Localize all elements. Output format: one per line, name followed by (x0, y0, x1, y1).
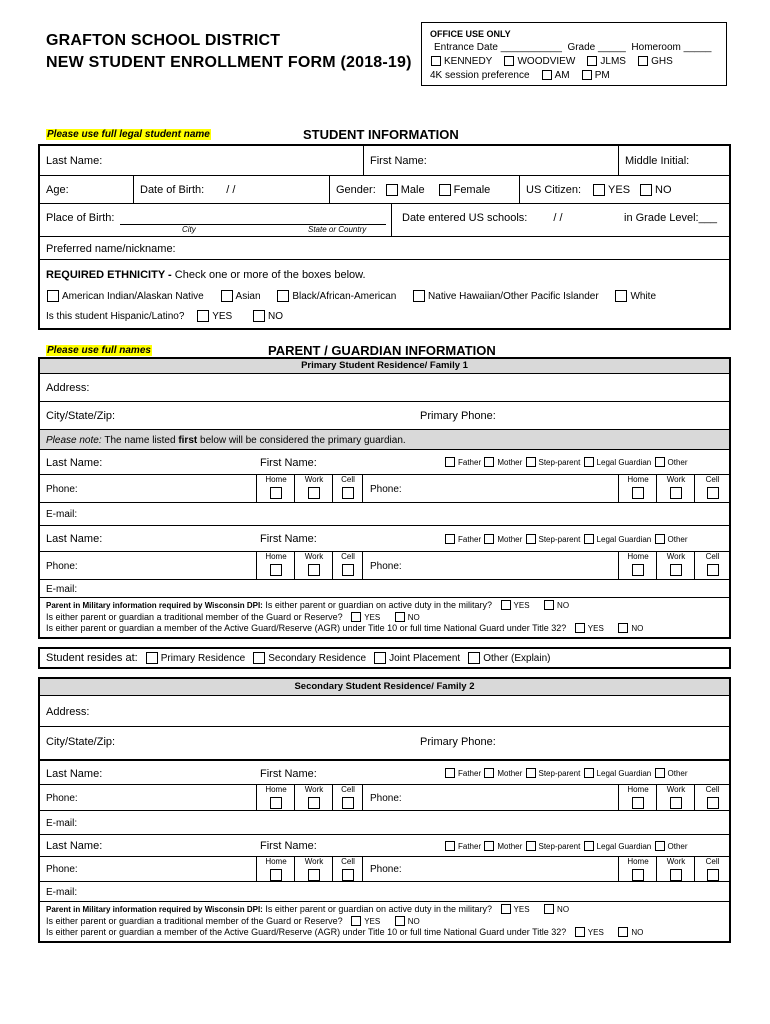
phone-cell-option[interactable] (332, 857, 363, 882)
phone-work-option[interactable] (294, 785, 333, 811)
no-label: NO (557, 601, 570, 610)
no-label: NO (407, 612, 420, 622)
phone-home-checkbox[interactable] (270, 564, 282, 576)
phone-work-option[interactable] (294, 475, 333, 503)
phone-type-label: Work (304, 857, 324, 866)
military-question-2: Is either parent or guardian a traditional member of the Guard or Reserve? (46, 611, 343, 622)
relation-label: Father (458, 534, 482, 544)
phone-label: Phone: (370, 864, 402, 875)
relation-other-checkbox[interactable] (655, 457, 665, 467)
guardian-first-name-label: First Name: (260, 767, 317, 780)
gender-female-checkbox[interactable] (439, 184, 451, 196)
mil-q2-no-checkbox[interactable] (395, 612, 405, 622)
please-note-text: below will be considered the primary guardian. (200, 434, 406, 446)
relation-stepparent-checkbox[interactable] (526, 841, 536, 851)
phone-type-label: Work (666, 785, 686, 794)
phone-cell-checkbox[interactable] (707, 487, 719, 499)
phone-work-checkbox[interactable] (308, 869, 320, 881)
phone-work-checkbox[interactable] (308, 564, 320, 576)
relation-father-checkbox[interactable] (445, 841, 455, 851)
phone-type-label: Work (304, 475, 324, 484)
phone-cell-option[interactable] (694, 857, 730, 882)
mil-q3-yes-checkbox[interactable] (575, 623, 585, 633)
relation-label: Mother (497, 458, 523, 467)
school-woodview-checkbox[interactable] (504, 56, 514, 66)
age-label: Age: (46, 184, 69, 196)
yes-label: YES (513, 601, 530, 610)
date-entered-separators: / / (553, 212, 563, 224)
resides-secondary-checkbox[interactable] (253, 652, 265, 664)
homeroom-field[interactable]: Homeroom _____ (631, 42, 712, 53)
gender-male-label: Male (400, 184, 425, 196)
phone-type-label: Work (304, 552, 324, 561)
phone-cell-checkbox[interactable] (707, 797, 719, 809)
phone-label: Phone: (370, 792, 402, 804)
mil-q1-yes-checkbox[interactable] (501, 600, 511, 610)
yes-label: YES (587, 624, 604, 633)
school-label: JLMS (600, 56, 626, 67)
ethnicity-label: Native Hawaiian/Other Pacific Islander (428, 291, 599, 303)
session-label: 4K session preference (430, 70, 530, 81)
mil-q2-yes-checkbox[interactable] (351, 916, 361, 926)
military-info (40, 901, 729, 946)
relation-label: Mother (497, 841, 523, 851)
relation-father-checkbox[interactable] (445, 457, 455, 467)
phone-cell-option[interactable] (694, 785, 730, 811)
email-label: E-mail: (46, 817, 78, 829)
guardian-last-name-label: Last Name: (46, 767, 103, 780)
phone-cell-option[interactable] (332, 785, 363, 811)
grade-field[interactable]: Grade _____ (567, 42, 626, 53)
relation-label: Step-parent (538, 841, 581, 851)
military-required-label: Parent in Military information required by Wisconsin DPI: (46, 601, 263, 610)
relation-guardian-checkbox[interactable] (584, 457, 594, 467)
email-label: E-mail: (46, 886, 78, 898)
phone-cell-checkbox[interactable] (342, 869, 354, 881)
us-citizen-label: US Citizen: (526, 184, 582, 196)
ethnicity-label: Black/African-American (292, 291, 397, 303)
phone-work-checkbox[interactable] (670, 869, 682, 881)
student-name-note: Please use full legal student name (47, 129, 210, 140)
relation-other-checkbox[interactable] (655, 534, 665, 544)
military-question-3: Is either parent or guardian a member of the Active Guard/Reserve (AGR) under Title 10 or full time National Guard under Title 32? (46, 927, 567, 937)
phone-type-label: Cell (341, 475, 355, 484)
address-label: Address: (46, 705, 90, 718)
relation-other-checkbox[interactable] (655, 841, 665, 851)
phone-cell-option[interactable] (332, 475, 363, 503)
resides-option: Primary Residence (160, 652, 246, 664)
mil-q3-no-checkbox[interactable] (618, 623, 628, 633)
phone-work-option[interactable] (656, 552, 695, 580)
school-jlms-checkbox[interactable] (587, 56, 597, 66)
ethnicity-asian-checkbox[interactable] (221, 290, 233, 302)
phone-home-option[interactable] (256, 552, 295, 580)
entrance-date-field[interactable]: Entrance Date ___________ (434, 42, 562, 53)
mil-q3-no-checkbox[interactable] (618, 927, 628, 937)
school-kennedy-checkbox[interactable] (431, 56, 441, 66)
phone-type-label: Work (666, 475, 686, 484)
resides-other-checkbox[interactable] (468, 652, 480, 664)
primary-family-section (38, 357, 731, 639)
hispanic-no-label: NO (268, 311, 283, 323)
school-label: WOODVIEW (517, 56, 576, 67)
please-note-text: The name listed (104, 434, 176, 446)
guardian-last-name-label: Last Name: (46, 533, 103, 545)
hispanic-no-checkbox[interactable] (253, 310, 265, 322)
phone-home-option[interactable] (256, 785, 295, 811)
citizen-no-checkbox[interactable] (640, 184, 652, 196)
guardian-last-name-label: Last Name: (46, 840, 103, 852)
phone-home-checkbox[interactable] (270, 869, 282, 881)
office-use-heading: OFFICE USE ONLY (430, 29, 511, 39)
place-of-birth-line[interactable] (120, 212, 386, 225)
no-label: NO (631, 928, 644, 937)
military-required-label: Parent in Military information required by Wisconsin DPI: (46, 905, 263, 914)
phone-work-checkbox[interactable] (670, 487, 682, 499)
email-label: E-mail: (46, 509, 78, 520)
citizen-yes-checkbox[interactable] (593, 184, 605, 196)
ethnicity-heading: REQUIRED ETHNICITY - (46, 269, 172, 281)
primary-phone-label: Primary Phone: (420, 410, 496, 422)
phone-home-option[interactable] (618, 857, 657, 882)
city-state-zip-label: City/State/Zip: (46, 410, 116, 422)
resides-option: Other (Explain) (483, 652, 551, 664)
phone-type-label: Home (265, 857, 287, 866)
relation-label: Step-parent (538, 769, 581, 778)
phone-label: Phone: (370, 560, 402, 572)
school-label: GHS (651, 56, 673, 67)
military-question-3: Is either parent or guardian a member of the Active Guard/Reserve (AGR) under Title 10 or full time National Guard under Title 32? (46, 623, 567, 633)
relation-stepparent-checkbox[interactable] (526, 457, 536, 467)
dob-separators: / / (226, 184, 236, 196)
relation-label: Mother (497, 769, 523, 778)
relation-label: Legal Guardian (596, 458, 652, 467)
phone-home-option[interactable] (618, 552, 657, 580)
ethnicity-label: White (630, 291, 657, 303)
phone-home-checkbox[interactable] (632, 797, 644, 809)
school-label: KENNEDY (444, 56, 493, 67)
military-question-1: Is either parent or guardian on active duty in the military? (265, 600, 492, 610)
phone-type-label: Cell (705, 475, 720, 484)
relation-mother-checkbox[interactable] (484, 457, 494, 467)
district-name: GRAFTON SCHOOL DISTRICT (46, 32, 281, 49)
phone-cell-checkbox[interactable] (342, 564, 354, 576)
session-option: PM (594, 70, 610, 81)
phone-type-label: Cell (705, 552, 720, 561)
office-use-box (421, 22, 727, 86)
phone-type-label: Cell (705, 857, 720, 866)
relation-label: Other (667, 534, 688, 544)
phone-label: Phone: (46, 560, 78, 572)
phone-label: Phone: (46, 483, 78, 495)
phone-cell-option[interactable] (332, 552, 363, 580)
student-info-section (38, 144, 731, 330)
phone-label: Phone: (370, 483, 402, 495)
resides-joint-checkbox[interactable] (374, 652, 386, 664)
ethnicity-white-checkbox[interactable] (615, 290, 627, 302)
phone-type-label: Work (304, 785, 324, 794)
phone-work-option[interactable] (656, 857, 695, 882)
phone-type-label: Work (666, 552, 686, 561)
phone-cell-option[interactable] (694, 475, 730, 503)
ethnicity-american-indian-checkbox[interactable] (47, 290, 59, 302)
phone-home-checkbox[interactable] (270, 797, 282, 809)
yes-label: YES (587, 928, 604, 937)
session-pm-checkbox[interactable] (582, 70, 592, 80)
military-question-2: Is either parent or guardian a traditional member of the Guard or Reserve? (46, 915, 343, 926)
secondary-residence-bar: Secondary Student Residence/ Family 2 (40, 679, 729, 695)
relation-father-checkbox[interactable] (445, 534, 455, 544)
phone-home-option[interactable] (618, 475, 657, 503)
mil-q1-no-checkbox[interactable] (544, 904, 554, 914)
ethnicity-label: American Indian/Alaskan Native (62, 291, 204, 303)
relation-other-checkbox[interactable] (655, 768, 665, 778)
mil-q2-no-checkbox[interactable] (395, 916, 405, 926)
phone-home-option[interactable] (256, 857, 295, 882)
phone-work-option[interactable] (294, 857, 333, 882)
phone-type-label: Home (265, 785, 287, 794)
military-question-1: Is either parent or guardian on active duty in the military? (265, 904, 492, 914)
no-label: NO (557, 905, 570, 914)
guardian-first-name-label: First Name: (260, 533, 317, 545)
session-option: AM (554, 70, 570, 81)
phone-work-checkbox[interactable] (670, 797, 682, 809)
place-of-birth-label: Place of Birth: (46, 212, 115, 224)
please-note-emphasis: first (178, 434, 198, 446)
phone-label: Phone: (46, 792, 78, 804)
phone-type-label: Home (627, 552, 649, 561)
phone-type-label: Home (265, 475, 287, 484)
parent-info-heading: PARENT / GUARDIAN INFORMATION (268, 343, 496, 358)
gender-female-label: Female (453, 184, 491, 196)
relation-stepparent-checkbox[interactable] (526, 534, 536, 544)
last-name-label: Last Name: (46, 154, 103, 167)
relation-mother-checkbox[interactable] (484, 768, 494, 778)
phone-cell-checkbox[interactable] (707, 564, 719, 576)
relation-label: Other (667, 769, 688, 778)
resides-primary-checkbox[interactable] (146, 652, 158, 664)
mil-q1-no-checkbox[interactable] (544, 600, 554, 610)
phone-work-option[interactable] (656, 475, 695, 503)
relation-label: Step-parent (538, 458, 581, 467)
phone-type-label: Home (627, 785, 649, 794)
phone-type-label: Home (627, 857, 649, 866)
phone-home-checkbox[interactable] (632, 869, 644, 881)
state-country-caption: State or Country (308, 225, 367, 234)
guardian-last-name-label: Last Name: (46, 456, 103, 469)
student-resides-row (38, 647, 731, 669)
mil-q2-yes-checkbox[interactable] (351, 612, 361, 622)
ethnicity-label: Asian (235, 291, 261, 303)
relation-label: Father (458, 458, 482, 467)
relation-label: Father (458, 769, 482, 778)
relation-mother-checkbox[interactable] (484, 534, 494, 544)
hispanic-yes-label: YES (212, 311, 233, 323)
form-title (46, 30, 412, 74)
phone-type-label: Cell (341, 552, 355, 561)
hispanic-yes-checkbox[interactable] (197, 310, 209, 322)
relation-father-checkbox[interactable] (445, 768, 455, 778)
please-note-label: Please note: (46, 434, 102, 446)
address-label: Address: (46, 382, 90, 394)
phone-type-label: Home (265, 552, 287, 561)
school-ghs-checkbox[interactable] (638, 56, 648, 66)
citizen-no-label: NO (655, 184, 672, 196)
email-label: E-mail: (46, 583, 78, 595)
phone-type-label: Cell (341, 785, 355, 794)
phone-home-checkbox[interactable] (632, 564, 644, 576)
relation-label: Father (458, 841, 482, 851)
ethnicity-pacific-islander-checkbox[interactable] (413, 290, 425, 302)
secondary-family-section (38, 677, 731, 943)
phone-label: Phone: (46, 864, 78, 875)
phone-type-label: Work (666, 857, 686, 866)
resides-option: Secondary Residence (268, 652, 367, 664)
grade-level-label: in Grade Level:___ (624, 212, 717, 224)
phone-home-option[interactable] (618, 785, 657, 811)
session-am-checkbox[interactable] (542, 70, 552, 80)
phone-type-label: Cell (341, 857, 355, 866)
city-state-zip-label: City/State/Zip: (46, 736, 116, 748)
preferred-name-label: Preferred name/nickname: (46, 242, 176, 255)
dob-label: Date of Birth: (140, 184, 205, 196)
citizen-yes-label: YES (608, 184, 631, 196)
no-label: NO (631, 624, 644, 633)
middle-initial-label: Middle Initial: (625, 154, 690, 167)
ethnicity-black-checkbox[interactable] (277, 290, 289, 302)
gender-label: Gender: (336, 184, 376, 196)
relation-label: Mother (497, 534, 523, 544)
military-info (40, 597, 729, 644)
relation-label: Legal Guardian (596, 841, 652, 851)
relation-guardian-checkbox[interactable] (584, 768, 594, 778)
primary-phone-label: Primary Phone: (420, 736, 496, 748)
phone-home-checkbox[interactable] (270, 487, 282, 499)
relation-mother-checkbox[interactable] (484, 841, 494, 851)
guardian-first-name-label: First Name: (260, 840, 317, 852)
phone-cell-option[interactable] (694, 552, 730, 580)
gender-male-checkbox[interactable] (386, 184, 398, 196)
yes-label: YES (364, 916, 381, 926)
phone-home-checkbox[interactable] (632, 487, 644, 499)
yes-label: YES (513, 905, 530, 914)
relation-label: Legal Guardian (596, 534, 652, 544)
no-label: NO (407, 916, 420, 926)
phone-work-checkbox[interactable] (308, 487, 320, 499)
resides-option: Joint Placement (389, 652, 461, 664)
relation-label: Legal Guardian (596, 769, 652, 778)
mil-q3-yes-checkbox[interactable] (575, 927, 585, 937)
phone-work-option[interactable] (294, 552, 333, 580)
phone-work-checkbox[interactable] (670, 564, 682, 576)
guardian-first-name-label: First Name: (260, 456, 317, 469)
phone-type-label: Home (627, 475, 649, 484)
relation-label: Step-parent (538, 534, 581, 544)
mil-q1-yes-checkbox[interactable] (501, 904, 511, 914)
date-entered-label: Date entered US schools: (402, 212, 528, 224)
phone-work-checkbox[interactable] (308, 797, 320, 809)
city-caption: City (182, 225, 196, 234)
ethnicity-instructions: Check one or more of the boxes below. (174, 269, 366, 281)
phone-cell-checkbox[interactable] (342, 487, 354, 499)
yes-label: YES (364, 612, 381, 622)
student-info-heading: STUDENT INFORMATION (303, 127, 459, 142)
phone-home-option[interactable] (256, 475, 295, 503)
relation-guardian-checkbox[interactable] (584, 841, 594, 851)
form-name: NEW STUDENT ENROLLMENT FORM (2018-19) (46, 54, 412, 71)
first-name-label: First Name: (370, 154, 427, 167)
relation-stepparent-checkbox[interactable] (526, 768, 536, 778)
relation-guardian-checkbox[interactable] (584, 534, 594, 544)
phone-cell-checkbox[interactable] (707, 869, 719, 881)
resides-label: Student resides at: (46, 652, 138, 664)
phone-work-option[interactable] (656, 785, 695, 811)
relation-label: Other (667, 458, 688, 467)
phone-type-label: Cell (705, 785, 720, 794)
hispanic-question: Is this student Hispanic/Latino? (46, 311, 185, 323)
primary-residence-bar: Primary Student Residence/ Family 1 (40, 359, 729, 373)
phone-cell-checkbox[interactable] (342, 797, 354, 809)
relation-label: Other (667, 841, 688, 851)
parent-name-note: Please use full names (47, 345, 151, 356)
